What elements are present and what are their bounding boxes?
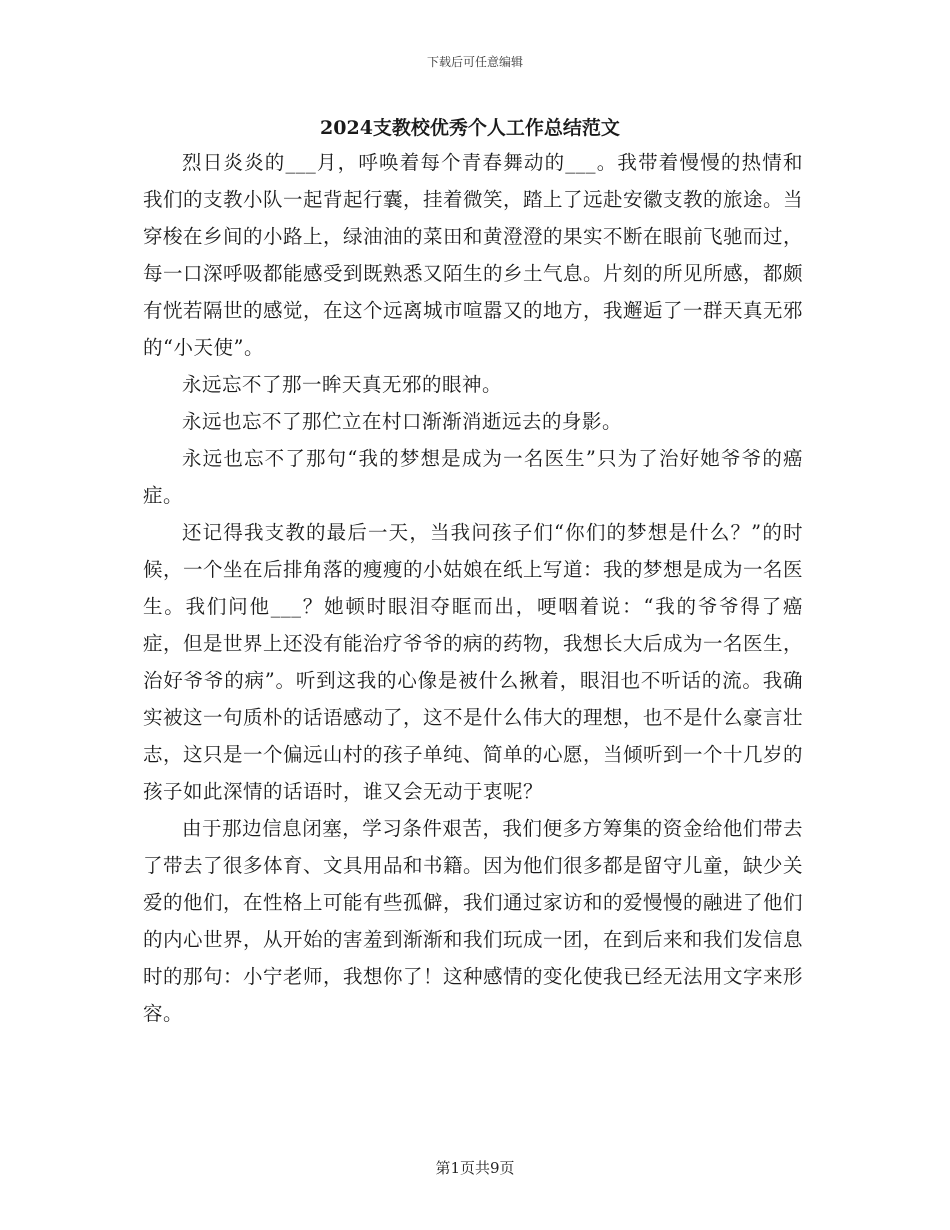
header-note: 下载后可任意编辑: [426, 55, 523, 69]
paragraph: 永远忘不了那一眸天真无邪的眼神。: [182, 373, 503, 396]
page-footer: 第1页共9页: [435, 1159, 515, 1177]
paragraph: 由于那边信息闭塞，学习条件艰苦，我们便多方筹集的资金给他们带去了带去了很多体育、文具用品和书籍。因为他们很多都是留守儿童，缺少关爱的他们，在性格上可能有些孤僻，我们通过家访和的爱慢慢的融进了他们的内心世界，从开始的害羞到渐渐和我们玩成一团，在到后来和我们发信息时的那句：小宁老师，我想你了！这种感情的变化使我已经无法用文字来形容。: [143, 817, 804, 1025]
paragraph: 还记得我支教的最后一天，当我问孩子们“你们的梦想是什么？”的时候，一个坐在后排角落的瘦瘦的小姑娘在纸上写道：我的梦想是成为一名医生。我们问他___？她顿时眼泪夺眶而出，哽咽着说：“我的爷爷得了癌症，但是世界上还没有能治疗爷爷的病的药物，我想长大后成为一名医生，治好爷爷的病”。听到这我的心像是被什么揪着，眼泪也不听话的流。我确实被这一句质朴的话语感动了，这不是什么伟大的理想，也不是什么豪言壮志，这只是一个偏远山村的孩子单纯、简单的心愿，当倾听到一个十几岁的孩子如此深情的话语时，谁又会无动于衷呢？: [143, 521, 804, 803]
paragraph: 永远也忘不了那伫立在村口渐渐消逝远去的身影。: [182, 410, 623, 433]
document-body: [143, 144, 803, 1032]
paragraph: 烈日炎炎的___月，呼唤着每个青春舞动的___。我带着慢慢的热情和我们的支教小队一起背起行囊，挂着微笑，踏上了远赴安徽支教的旅途。当穿梭在乡间的小路上，绿油油的菜田和黄澄澄的果实不断在眼前飞驰而过，每一口深呼吸都能感受到既熟悉又陌生的乡土气息。片刻的所见所感，都颇有恍若隔世的感觉，在这个远离城市喧嚣又的地方，我邂逅了一群天真无邪的“小天使”。: [143, 151, 804, 359]
paragraph: 永远也忘不了那句“我的梦想是成为一名医生”只为了治好她爷爷的癌症。: [143, 447, 803, 507]
document-title: 2024支教校优秀个人工作总结范文: [320, 117, 620, 139]
